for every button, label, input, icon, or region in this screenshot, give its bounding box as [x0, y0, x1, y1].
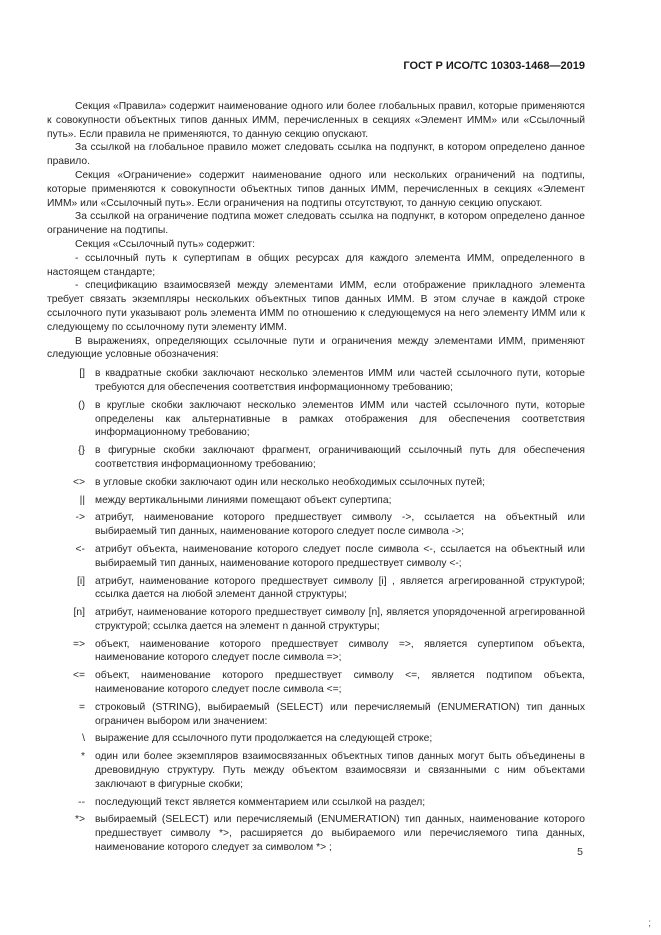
notation-item	[47, 669, 585, 697]
notation-description: последующий текст является комментарием или ссылкой на раздел;	[95, 796, 426, 808]
notation-description: атрибут, наименование которого предшествует символу [i] , является агрегированной структурой; ссылка дается на любой элемент данной структуры;	[95, 575, 585, 601]
notation-description: объект, наименование которого предшествует символу =>, является супертипом объекта, наименование которого следует после символа =>;	[95, 638, 585, 664]
notation-symbol: {}	[78, 445, 85, 457]
notation-symbol: []	[79, 368, 85, 380]
notation-symbol: [n]	[73, 607, 85, 619]
document-code-header: ГОСТ Р ИСО/ТС 10303-1468—2019	[403, 60, 585, 72]
notation-description: атрибут, наименование которого предшествует символу ->, ссылается на объектный или выбираемый тип данных, наименование которого следует после символа ->;	[95, 512, 585, 538]
notation-description: выражение для ссылочного пути продолжается на следующей строке;	[95, 733, 433, 745]
notation-symbol: ()	[78, 399, 85, 411]
notation-item	[47, 750, 585, 791]
notation-list	[47, 367, 585, 855]
notation-description: выбираемый (SELECT) или перечисляемый (ENUMERATION) тип данных, наименование которого предшествует символу *>, расширяется до выбираемого или перечисляемого типа данных, наименование которого следует за символом *> ;	[95, 814, 585, 854]
notation-item	[47, 444, 585, 472]
notation-item	[47, 575, 585, 603]
paragraph-notation-intro: В выражениях, определяющих ссылочные пути и ограничения между элементами ИММ, применяют следующие условные обозначения:	[47, 335, 585, 361]
paragraph-constraint-section: Секция «Ограничение» содержит наименование одного или нескольких ограничений на подтипы, которые применяются к совокупности объектных типов данных ИММ, перечисленных в секциях «Элемент ИММ» или «Ссылочный путь». Если ограничения на подтипы отсутствуют, то данную секцию опускают.	[47, 169, 585, 209]
notation-description: в фигурные скобки заключают фрагмент, ограничивающий ссылочный путь для обеспечения соответствия информационному требованию;	[95, 445, 585, 470]
notation-symbol: <>	[72, 476, 85, 488]
notation-item	[47, 543, 585, 571]
corner-mark: ;	[648, 918, 651, 929]
notation-description: один или более экземпляров взаимосвязанных объектных типов данных могут быть объединены в древовидную структуру. Путь между объектом взаимосвязи и связанными с ним объектами заключают в фигурные скобки;	[95, 751, 585, 790]
notation-item	[47, 606, 585, 634]
notation-symbol: ||	[79, 494, 85, 506]
paragraph-rules-section: Секция «Правила» содержит наименование одного или более глобальных правил, которые применяются к совокупности объектных типов данных ИММ, перечисленных в секциях «Элемент ИММ» или «Ссылочный путь». Если правила не применяются, то данную секцию опускают.	[47, 101, 585, 140]
notation-item	[47, 701, 585, 729]
notation-description: в круглые скобки заключают несколько элементов ИММ или частей ссылочного пути, которые определены как альтернативные в рамках отображения для обеспечения соответствия информационному требованию;	[95, 399, 585, 439]
notation-description: в квадратные скобки заключают несколько элементов ИММ или частей ссылочного пути, которые требуются для обеспечения соответствия информационному требованию;	[95, 368, 585, 393]
notation-item	[47, 367, 585, 395]
notation-symbol: [i]	[76, 575, 85, 587]
page-number: 5	[577, 846, 583, 858]
notation-symbol: <-	[75, 543, 85, 555]
notation-item	[47, 511, 585, 539]
paragraph-constraint-ref: За ссылкой на ограничение подтипа может следовать ссылка на подпункт, в котором определено данное ограничение на подтипы.	[47, 211, 585, 237]
paragraph-global-rule-ref: За ссылкой на глобальное правило может следовать ссылка на подпункт, в котором определено данное правило.	[47, 142, 585, 168]
notation-symbol: *	[80, 751, 85, 763]
notation-item	[47, 813, 585, 854]
notation-symbol: <=	[72, 670, 85, 682]
notation-symbol: =	[78, 701, 85, 713]
dash-item-supertype-path: - ссылочный путь к супертипам в общих ресурсах для каждого элемента ИММ, определенного в настоящем стандарте;	[47, 252, 585, 278]
notation-symbol: ->	[75, 512, 85, 524]
notation-description: атрибут, наименование которого предшествует символу [n], является упорядоченной агрегированной структурой; ссылка дается на элемент n данной структуры;	[95, 607, 585, 632]
paragraph-reference-path-section: Секция «Ссылочный путь» содержит:	[75, 238, 255, 250]
notation-item	[47, 476, 585, 490]
notation-item	[47, 732, 585, 746]
notation-symbol: \	[82, 733, 85, 745]
notation-item	[47, 399, 585, 440]
notation-description: строковый (STRING), выбираемый (SELECT) или перечисляемый (ENUMERATION) тип данных ограничен выбором или значением:	[95, 701, 585, 727]
notation-symbol: *>	[74, 814, 85, 826]
notation-symbol: --	[78, 796, 85, 808]
notation-description: в угловые скобки заключают один или несколько необходимых ссылочных путей;	[95, 476, 485, 488]
notation-description: атрибут объекта, наименование которого следует после символа <-, ссылается на объектный или выбираемый тип данных, наименование которого предшествует символу <-;	[95, 543, 585, 569]
notation-item	[47, 638, 585, 666]
notation-description: объект, наименование которого предшествует символу <=, является подтипом объекта, наименование которого следует после символа <=;	[95, 670, 585, 696]
notation-item	[47, 494, 585, 508]
notation-description: между вертикальными линиями помещают объект супертипа;	[95, 494, 392, 506]
document-body	[47, 100, 585, 859]
notation-symbol: =>	[72, 638, 85, 650]
notation-item	[47, 796, 585, 810]
dash-item-relationship-spec: - спецификацию взаимосвязей между элементами ИММ, если отображение прикладного элемента требует связать экземпляры нескольких объектных типов данных ИММ. В этом случае в каждой строке ссылочного пути указывают роль элемента ИММ по отношению к следующемуся на него элементу ИММ или к следующему по ссылочному пути элементу ИММ.	[47, 280, 585, 333]
